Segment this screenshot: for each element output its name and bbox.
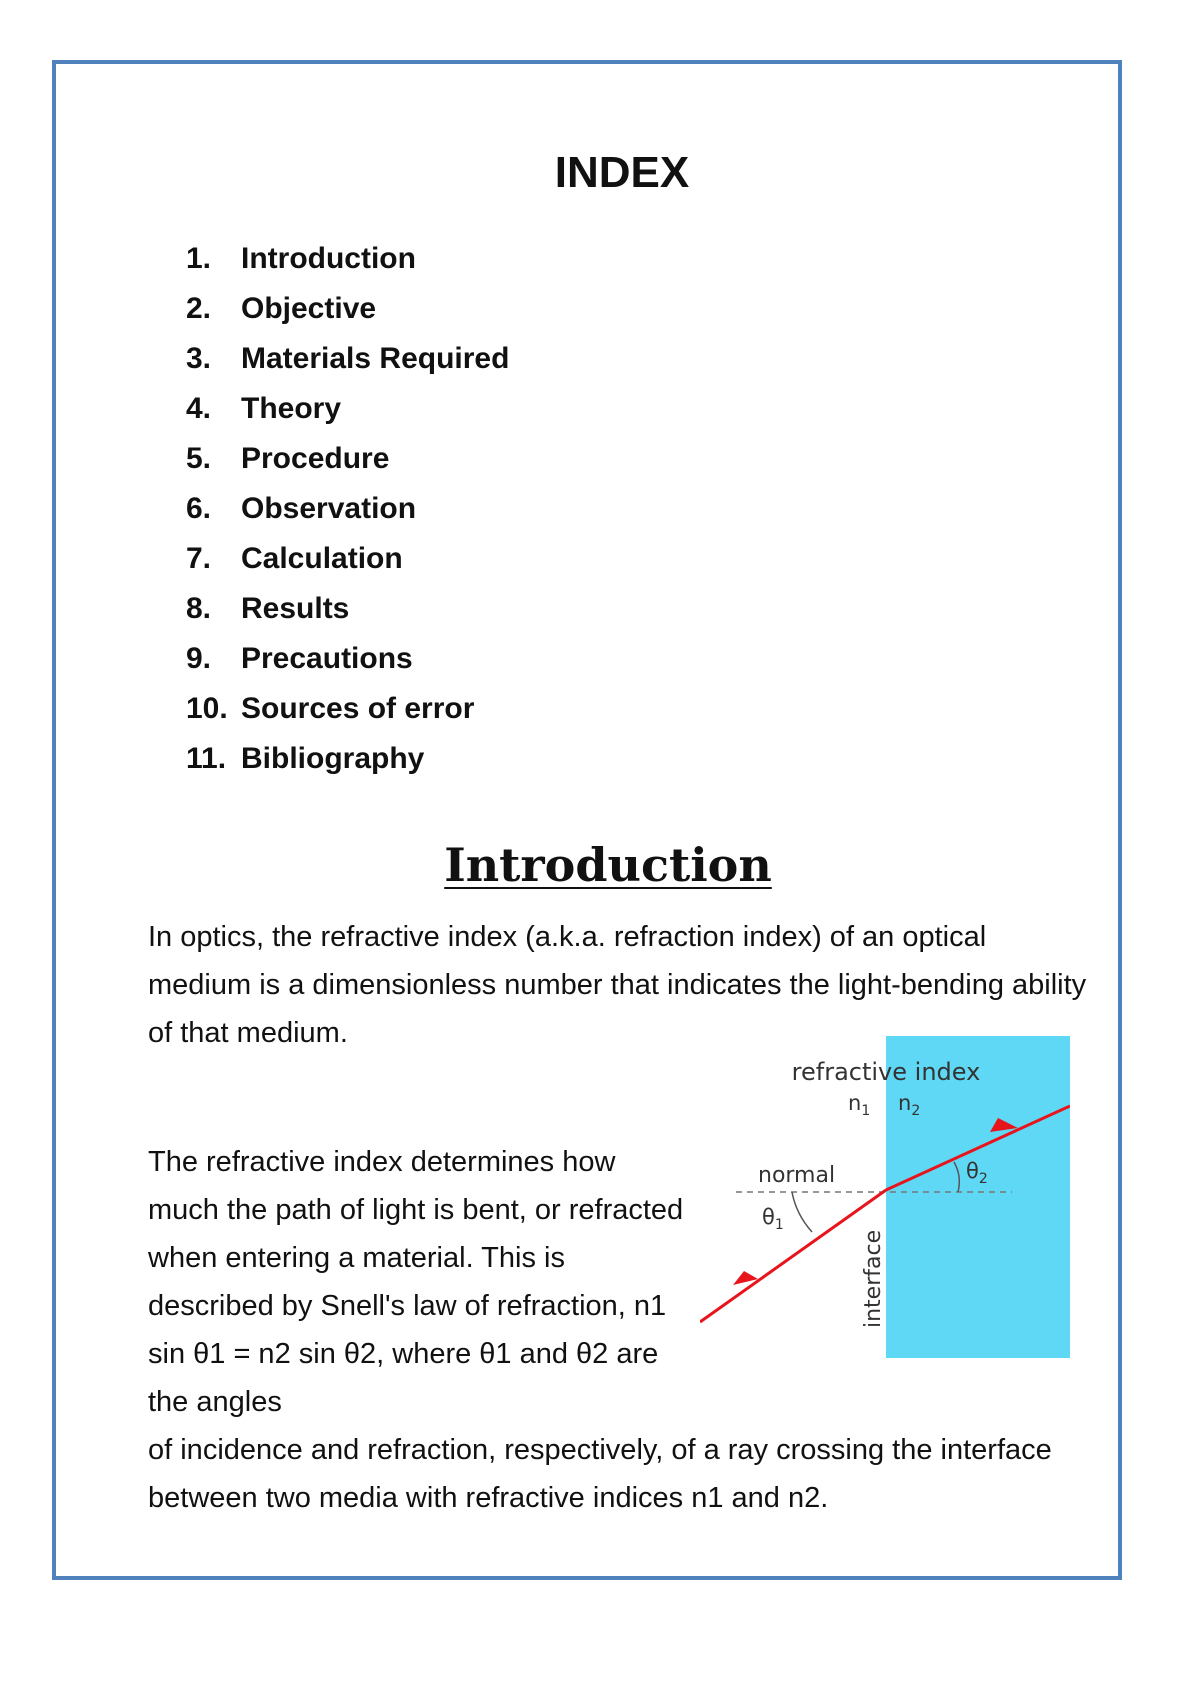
toc-label: Sources of error xyxy=(241,692,475,725)
toc-number: 5. xyxy=(186,442,212,475)
introduction-heading: Introduction xyxy=(444,838,772,892)
toc-number: 3. xyxy=(186,342,212,375)
toc-item-results xyxy=(186,584,509,634)
toc-label: Precautions xyxy=(241,642,413,675)
toc-item-theory xyxy=(186,384,509,434)
toc-number: 4. xyxy=(186,392,212,425)
toc-label: Theory xyxy=(241,392,342,425)
table-of-contents xyxy=(186,234,509,784)
intro-paragraph-1: In optics, the refractive index (a.k.a. refraction index) of an optical medium is a dimensionless number that indicates the light-bending ability of that medium. xyxy=(148,921,1087,1049)
toc-number: 2. xyxy=(186,292,212,325)
toc-item-bibliography xyxy=(186,734,509,784)
toc-item-objective xyxy=(186,284,509,334)
toc-number: 11. xyxy=(186,742,227,775)
n1-label: $n_1$ xyxy=(848,1091,871,1119)
toc-label: Objective xyxy=(241,292,377,325)
toc-number: 7. xyxy=(186,542,212,575)
figure-title: refractive index xyxy=(791,1058,981,1086)
toc-number: 1. xyxy=(186,242,212,275)
toc-number: 6. xyxy=(186,492,212,525)
toc-item-calculation xyxy=(186,534,509,584)
toc-label: Observation xyxy=(241,492,417,525)
toc-number: 8. xyxy=(186,592,212,625)
toc-item-introduction xyxy=(186,234,509,284)
index-title: INDEX xyxy=(554,148,690,197)
toc-label: Results xyxy=(241,592,350,625)
toc-label: Introduction xyxy=(241,242,416,275)
toc-item-precautions xyxy=(186,634,509,684)
theta1-arc xyxy=(792,1192,812,1232)
incident-ray xyxy=(700,1190,886,1322)
toc-item-procedure xyxy=(186,434,509,484)
toc-item-materials-required xyxy=(186,334,509,384)
toc-label: Calculation xyxy=(241,542,403,575)
toc-label: Bibliography xyxy=(241,742,425,775)
toc-item-sources-of-error xyxy=(186,684,509,734)
normal-label: normal xyxy=(758,1163,836,1188)
toc-number: 9. xyxy=(186,642,212,675)
toc-label: Procedure xyxy=(241,442,390,475)
n2-label: $n_2$ xyxy=(898,1091,921,1119)
toc-label: Materials Required xyxy=(241,342,510,375)
theta1-label: $\theta_1$ xyxy=(762,1205,784,1233)
refraction-diagram xyxy=(700,1036,1070,1358)
toc-number: 10. xyxy=(186,692,228,725)
theta2-label: $\theta_2$ xyxy=(966,1159,988,1187)
intro-paragraph-3: of incidence and refraction, respectively, of a ray crossing the interface between two media with refractive indices n1 and n2. xyxy=(148,1434,1052,1514)
intro-paragraph-2: The refractive index determines how much the path of light is bent, or refracted when entering a material. This is described by Snell's law of refraction, n1 sin θ1 = n2 sin θ2, where θ1 and θ2 are the angles xyxy=(148,1146,684,1418)
interface-label: interface xyxy=(861,1229,886,1328)
toc-item-observation xyxy=(186,484,509,534)
